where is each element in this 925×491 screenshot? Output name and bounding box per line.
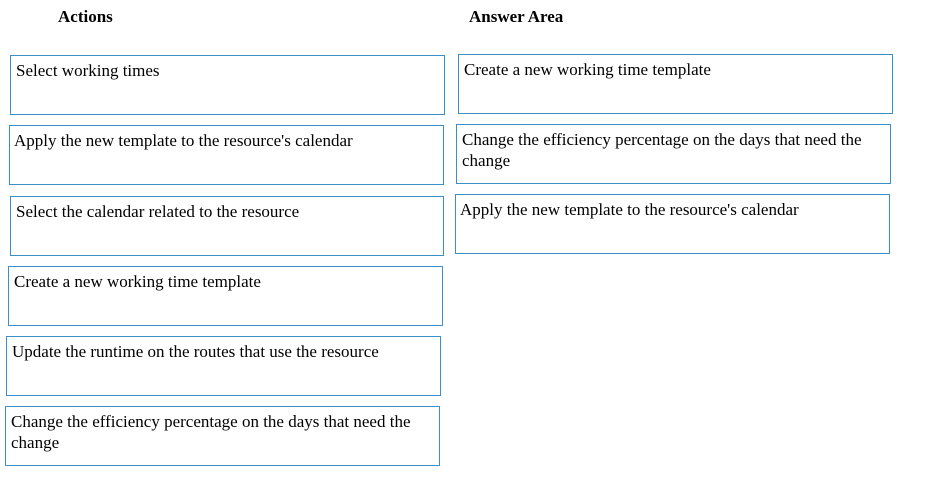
action-item-label: Change the efficiency percentage on the days that need the change xyxy=(11,412,411,452)
actions-heading: Actions xyxy=(58,7,113,26)
action-item-label: Create a new working time template xyxy=(14,272,261,291)
answer-item-label: Change the efficiency percentage on the days that need the change xyxy=(462,130,862,170)
action-item-select-calendar[interactable] xyxy=(10,196,444,256)
action-item-update-runtime[interactable] xyxy=(6,336,441,396)
answer-item-apply-template[interactable] xyxy=(455,194,890,254)
action-item-label: Update the runtime on the routes that use the resource xyxy=(12,342,379,361)
answer-item-label: Apply the new template to the resource's calendar xyxy=(460,200,799,219)
action-item-label: Select the calendar related to the resource xyxy=(16,202,300,221)
action-item-label: Select working times xyxy=(16,61,160,80)
action-item-label: Apply the new template to the resource's calendar xyxy=(14,131,353,150)
action-item-change-efficiency[interactable] xyxy=(5,406,440,466)
action-item-select-working-times[interactable] xyxy=(10,55,445,115)
answer-item-label: Create a new working time template xyxy=(464,60,711,79)
answer-item-change-efficiency[interactable] xyxy=(456,124,891,184)
answer-area-heading: Answer Area xyxy=(469,7,564,26)
answer-item-create-template[interactable] xyxy=(458,54,893,114)
action-item-apply-template[interactable] xyxy=(9,125,444,185)
action-item-create-template[interactable] xyxy=(8,266,443,326)
